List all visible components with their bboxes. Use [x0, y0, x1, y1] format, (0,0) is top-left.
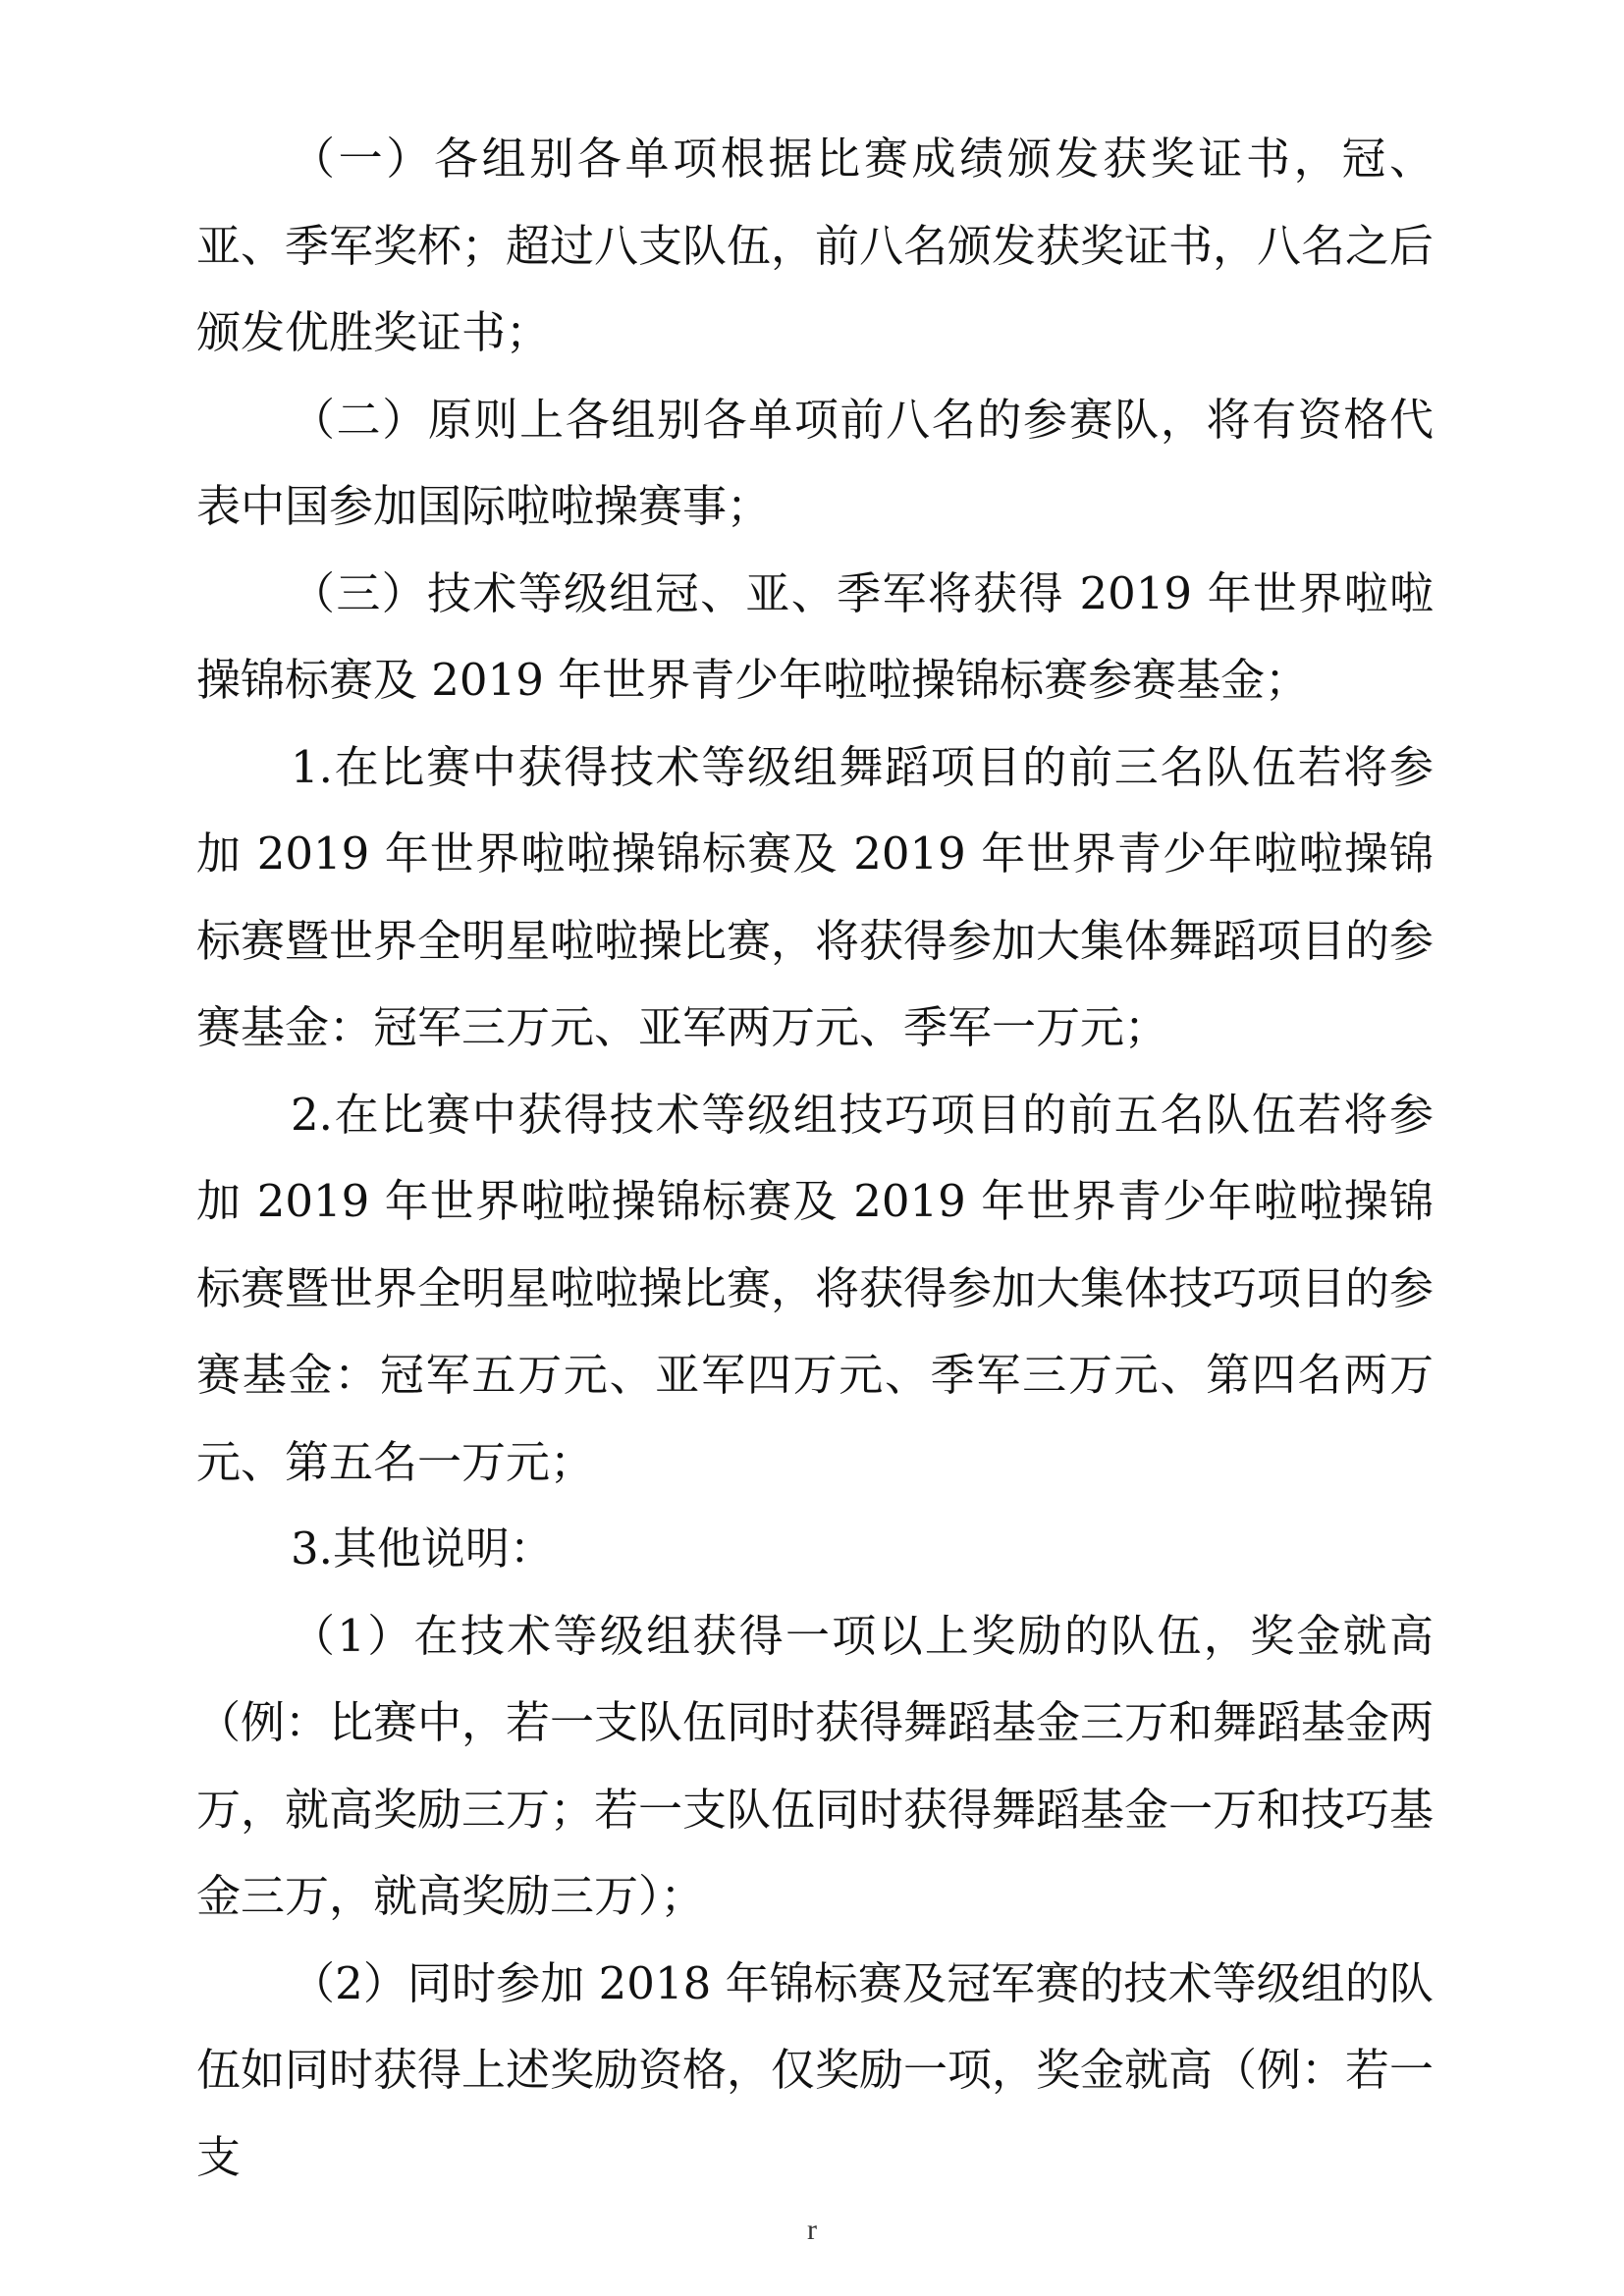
paragraph-awards-certificates: （一）各组别各单项根据比赛成绩颁发获奖证书，冠、亚、季军奖杯；超过八支队伍，前八名颁发获奖证书，八名之后颁发优胜奖证书；: [196, 133, 1435, 358]
paragraph-international-qualification: （二）原则上各组别各单项前八名的参赛队，将有资格代表中国参加国际啦啦操赛事；: [196, 393, 1434, 532]
paragraph-note-1: （1）在技术等级组获得一项以上奖励的队伍，奖金就高（例：比赛中，若一支队伍同时获得舞蹈基金三万和舞蹈基金两万，就高奖励三万；若一支队伍同时获得舞蹈基金一万和技巧基金三万，就高奖励三万）；: [196, 1609, 1435, 1922]
paragraph-stunt-funding: 2.在比赛中获得技术等级组技巧项目的前五名队伍若将参加 2019 年世界啦啦操锦标赛及 2019 年世界青少年啦啦操锦标赛暨世界全明星啦啦操比赛，将获得参加大集体技巧项目的参赛基金：冠军五万元、亚军四万元、季军三万元、第四名两万元、第五名一万元；: [196, 1088, 1435, 1488]
paragraph-note-2: （2）同时参加 2018 年锦标赛及冠军赛的技术等级组的队伍如同时获得上述奖励资格，仅奖励一项，奖金就高（例：若一支: [196, 1956, 1435, 2183]
page-number: r: [807, 2214, 817, 2246]
paragraph-other-notes-heading: 3.其他说明：: [291, 1522, 554, 1575]
document-body: [196, 116, 1434, 2201]
paragraph-dance-funding: 1.在比赛中获得技术等级组舞蹈项目的前三名队伍若将参加 2019 年世界啦啦操锦标赛及 2019 年世界青少年啦啦操锦标赛暨世界全明星啦啦操比赛，将获得参加大集体舞蹈项目的参赛基金：冠军三万元、亚军两万元、季军一万元；: [196, 740, 1435, 1053]
paragraph-funding-overview: （三）技术等级组冠、亚、季军将获得 2019 年世界啦啦操锦标赛及 2019 年世界青少年啦啦操锦标赛参赛基金；: [196, 566, 1434, 706]
